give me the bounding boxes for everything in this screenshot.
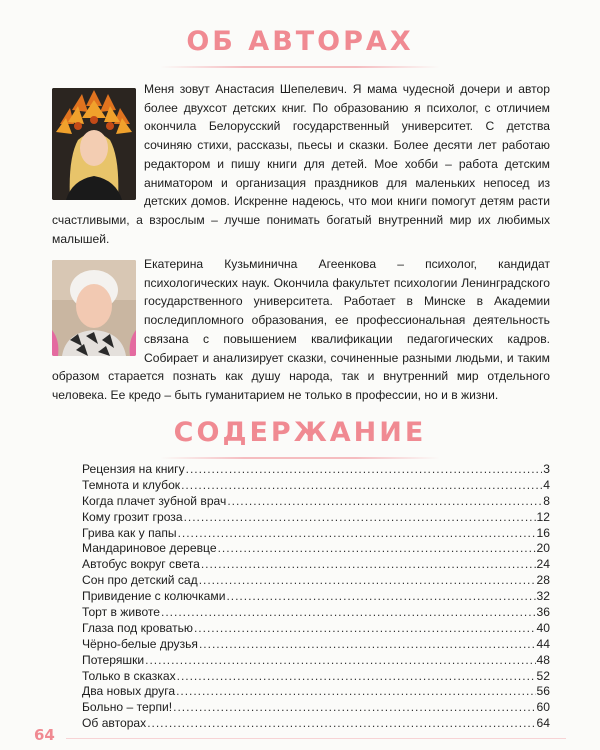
toc-dot-leader [226, 589, 535, 605]
toc-entry-title: Глаза под кроватью [82, 620, 193, 635]
toc-entry [82, 557, 550, 573]
toc-dot-leader [176, 684, 535, 700]
toc-entry [82, 621, 550, 637]
toc-entry-page: 24 [536, 557, 550, 572]
toc-entry-title: Кому грозит гроза [82, 509, 183, 524]
author-bio-shepelevich: Меня зовут Анастасия Шепелевич. Я мама чудесной дочери и автор более двухсот детских книг. По образованию я психолог, с отличием окончила Белорусский государственный университет. С детства сочиняю стихи, рассказы, пьесы и сказки. Более десяти лет работаю редактором и пишу книги для детей. Мое хобби – работа детским аниматором и организация праздников для маленьких непосед из детских домов. Искренне надеюсь, что мои книги помогут детям расти счастливыми, а взрослым – лучше понимать богатый внутренний мир их любимых малышей. [52, 82, 550, 246]
toc-dot-leader [184, 510, 536, 526]
toc-dot-leader [199, 637, 536, 653]
toc-entry-page: 32 [536, 589, 550, 604]
toc-dot-leader [161, 605, 536, 621]
toc-entry-title: Привидение с колючками [82, 589, 226, 604]
toc-entry-title: Потеряшки [82, 652, 145, 667]
toc-entry-page: 44 [536, 636, 550, 651]
toc-entry [82, 700, 550, 716]
heading-divider [160, 457, 440, 459]
toc-dot-leader [145, 653, 535, 669]
toc-entry-page: 52 [536, 668, 550, 683]
toc-entry [82, 541, 550, 557]
toc-entry-page: 4 [543, 477, 550, 492]
toc-entry [82, 526, 550, 542]
table-of-contents [82, 462, 550, 732]
toc-entry-page: 60 [536, 700, 550, 715]
toc-entry-title: Сон про детский сад [82, 573, 198, 588]
toc-dot-leader [227, 494, 542, 510]
toc-entry-page: 3 [543, 462, 550, 476]
author-bio-ageenkova: Екатерина Кузьминична Агеенкова – психолог, кандидат психологических наук. Окончила факультет психологии Ленинградского государственного университета. Работает в Минске в Академии последипломного образования, ее профессиональная деятельность связана с повышением квалификации педагогических кадров. Собирает и анализирует сказки, сочиненные разными людьми, и таким образом старается познать как душу народа, так и внутренний мир отдельного человека. Ее кредо – быть гуманитарием не только в профессии, но и в жизни. [52, 257, 550, 402]
toc-entry-title: Темнота и клубок [82, 477, 181, 492]
toc-entry-page: 48 [536, 652, 550, 667]
toc-entry [82, 494, 550, 510]
toc-entry-page: 8 [543, 493, 550, 508]
toc-entry [82, 478, 550, 494]
toc-entry-page: 16 [536, 525, 550, 540]
toc-entry [82, 605, 550, 621]
toc-entry [82, 684, 550, 700]
toc-entry-page: 36 [536, 605, 550, 620]
toc-entry [82, 510, 550, 526]
toc-entry-title: Об авторах [82, 716, 147, 731]
toc-entry-title: Больно – терпи! [82, 700, 173, 715]
toc-entry-page: 64 [536, 716, 550, 731]
authors-heading: ОБ АВТОРАХ [186, 26, 414, 57]
toc-entry-page: 56 [536, 684, 550, 699]
toc-entry [82, 462, 550, 478]
contents-heading: СОДЕРЖАНИЕ [173, 417, 427, 448]
toc-entry [82, 669, 550, 685]
toc-dot-leader [147, 716, 535, 732]
toc-dot-leader [199, 573, 536, 589]
toc-dot-leader [178, 526, 536, 542]
toc-entry-title: Только в сказках [82, 668, 176, 683]
page-number: 64 [34, 726, 55, 744]
heading-divider [160, 66, 440, 68]
toc-entry [82, 716, 550, 732]
toc-entry-title: Мандариновое деревце [82, 541, 217, 556]
toc-entry-page: 12 [536, 509, 550, 524]
toc-dot-leader [177, 669, 536, 685]
toc-entry [82, 589, 550, 605]
toc-dot-leader [181, 478, 542, 494]
toc-entry-title: Грива как у папы [82, 525, 177, 540]
toc-entry-title: Когда плачет зубной врач [82, 493, 227, 508]
toc-entry-title: Торт в животе [82, 605, 161, 620]
toc-dot-leader [201, 557, 536, 573]
toc-entry [82, 637, 550, 653]
toc-entry-title: Чёрно-белые друзья [82, 636, 198, 651]
toc-entry-title: Два новых друга [82, 684, 176, 699]
toc-dot-leader [194, 621, 536, 637]
footer-divider [66, 738, 566, 739]
toc-dot-leader [218, 541, 536, 557]
toc-entry-page: 28 [536, 573, 550, 588]
toc-entry [82, 653, 550, 669]
toc-dot-leader [173, 700, 535, 716]
toc-entry [82, 573, 550, 589]
toc-entry-title: Автобус вокруг света [82, 557, 200, 572]
toc-entry-page: 40 [536, 620, 550, 635]
toc-entry-title: Рецензия на книгу [82, 462, 185, 476]
toc-dot-leader [186, 462, 543, 478]
toc-entry-page: 20 [536, 541, 550, 556]
